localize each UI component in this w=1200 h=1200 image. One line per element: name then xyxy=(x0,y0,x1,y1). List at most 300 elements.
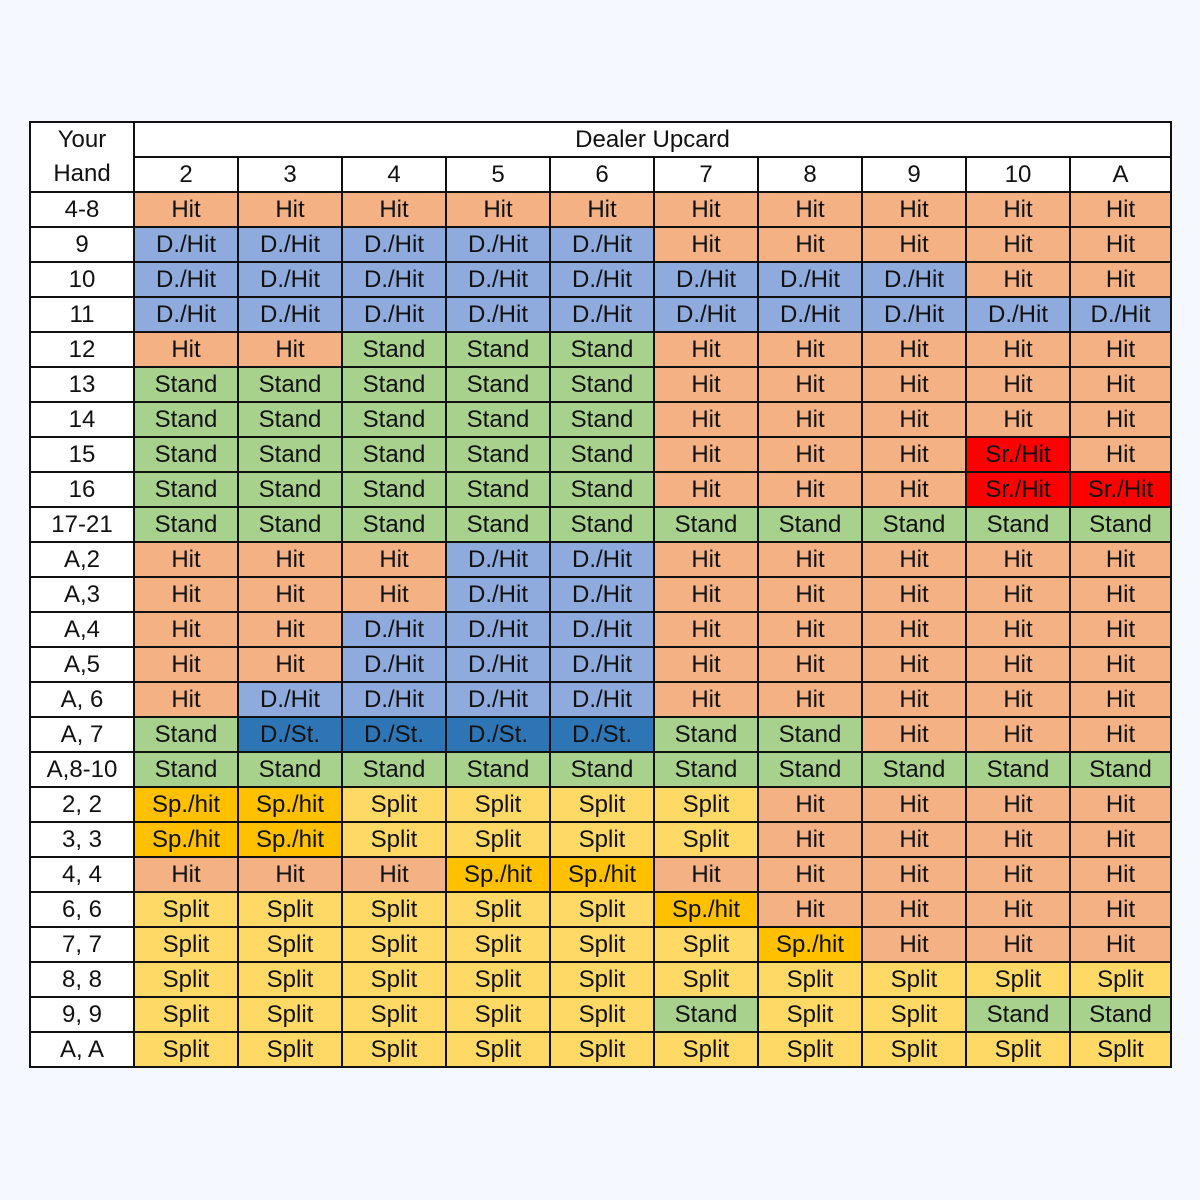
upcard-header: 7 xyxy=(654,157,758,192)
action-cell: Stand xyxy=(966,507,1070,542)
action-cell: Hit xyxy=(862,682,966,717)
action-cell: Hit xyxy=(342,857,446,892)
action-cell: Hit xyxy=(134,857,238,892)
your-hand-header: Your Hand xyxy=(30,122,134,192)
table-row xyxy=(30,577,1171,612)
action-cell: Split xyxy=(1070,1032,1171,1067)
hand-label: 7, 7 xyxy=(30,927,134,962)
action-cell: Hit xyxy=(134,577,238,612)
action-cell: Stand xyxy=(446,472,550,507)
action-cell: Hit xyxy=(758,577,862,612)
table-row xyxy=(30,332,1171,367)
action-cell: Hit xyxy=(966,612,1070,647)
action-cell: Hit xyxy=(238,192,342,227)
action-cell: Stand xyxy=(134,717,238,752)
action-cell: Hit xyxy=(1070,192,1171,227)
action-cell: Hit xyxy=(1070,717,1171,752)
action-cell: D./Hit xyxy=(550,682,654,717)
action-cell: Split xyxy=(550,1032,654,1067)
action-cell: Stand xyxy=(446,507,550,542)
action-cell: D./Hit xyxy=(342,647,446,682)
action-cell: Stand xyxy=(342,752,446,787)
action-cell: Split xyxy=(342,997,446,1032)
action-cell: Stand xyxy=(238,437,342,472)
action-cell: Hit xyxy=(1070,647,1171,682)
action-cell: Split xyxy=(550,997,654,1032)
table-row xyxy=(30,437,1171,472)
action-cell: Split xyxy=(238,1032,342,1067)
hand-label: 6, 6 xyxy=(30,892,134,927)
action-cell: D./St. xyxy=(446,717,550,752)
action-cell: Stand xyxy=(966,752,1070,787)
hand-label: A,3 xyxy=(30,577,134,612)
action-cell: Hit xyxy=(966,542,1070,577)
action-cell: Stand xyxy=(862,752,966,787)
table-row xyxy=(30,752,1171,787)
hand-label: A,2 xyxy=(30,542,134,577)
action-cell: D./Hit xyxy=(654,297,758,332)
action-cell: Hit xyxy=(1070,787,1171,822)
action-cell: Split xyxy=(446,822,550,857)
action-cell: Hit xyxy=(134,192,238,227)
action-cell: Hit xyxy=(862,437,966,472)
action-cell: Split xyxy=(238,892,342,927)
table-row xyxy=(30,822,1171,857)
action-cell: Hit xyxy=(342,577,446,612)
table-row xyxy=(30,1032,1171,1067)
hand-label: A, A xyxy=(30,1032,134,1067)
upcard-header: A xyxy=(1070,157,1171,192)
action-cell: Hit xyxy=(862,367,966,402)
action-cell: Split xyxy=(238,997,342,1032)
upcard-header: 2 xyxy=(134,157,238,192)
action-cell: Hit xyxy=(654,857,758,892)
hand-label: 9, 9 xyxy=(30,997,134,1032)
action-cell: Hit xyxy=(550,192,654,227)
action-cell: Split xyxy=(550,927,654,962)
blackjack-strategy-table xyxy=(29,121,1172,1068)
action-cell: Split xyxy=(966,1032,1070,1067)
action-cell: D./Hit xyxy=(550,297,654,332)
action-cell: Sp./hit xyxy=(654,892,758,927)
action-cell: Hit xyxy=(1070,367,1171,402)
action-cell: Hit xyxy=(342,542,446,577)
action-cell: Stand xyxy=(1070,752,1171,787)
action-cell: Hit xyxy=(862,647,966,682)
action-cell: Stand xyxy=(446,332,550,367)
action-cell: Hit xyxy=(654,367,758,402)
action-cell: Hit xyxy=(966,822,1070,857)
action-cell: Stand xyxy=(550,472,654,507)
action-cell: D./Hit xyxy=(1070,297,1171,332)
action-cell: Split xyxy=(654,1032,758,1067)
action-cell: D./Hit xyxy=(446,227,550,262)
action-cell: Sr./Hit xyxy=(966,472,1070,507)
action-cell: Hit xyxy=(758,647,862,682)
action-cell: Hit xyxy=(966,192,1070,227)
action-cell: Split xyxy=(550,892,654,927)
hand-label: 16 xyxy=(30,472,134,507)
action-cell: Hit xyxy=(966,647,1070,682)
action-cell: D./Hit xyxy=(654,262,758,297)
action-cell: Hit xyxy=(238,332,342,367)
action-cell: D./Hit xyxy=(966,297,1070,332)
action-cell: Hit xyxy=(654,612,758,647)
action-cell: Split xyxy=(550,962,654,997)
action-cell: Stand xyxy=(134,752,238,787)
action-cell: Hit xyxy=(758,332,862,367)
action-cell: Split xyxy=(758,1032,862,1067)
action-cell: Hit xyxy=(966,857,1070,892)
action-cell: Stand xyxy=(550,367,654,402)
action-cell: D./Hit xyxy=(550,612,654,647)
action-cell: Hit xyxy=(1070,437,1171,472)
action-cell: Split xyxy=(862,1032,966,1067)
action-cell: D./Hit xyxy=(446,577,550,612)
action-cell: D./Hit xyxy=(550,227,654,262)
hand-label: 14 xyxy=(30,402,134,437)
action-cell: Stand xyxy=(862,507,966,542)
hand-label: 3, 3 xyxy=(30,822,134,857)
action-cell: D./St. xyxy=(550,717,654,752)
action-cell: D./Hit xyxy=(342,227,446,262)
action-cell: D./St. xyxy=(342,717,446,752)
action-cell: Hit xyxy=(966,717,1070,752)
table-row xyxy=(30,192,1171,227)
action-cell: Split xyxy=(966,962,1070,997)
table-row xyxy=(30,507,1171,542)
action-cell: Hit xyxy=(654,682,758,717)
action-cell: Split xyxy=(1070,962,1171,997)
action-cell: D./Hit xyxy=(758,262,862,297)
action-cell: Hit xyxy=(238,542,342,577)
action-cell: Sr./Hit xyxy=(1070,472,1171,507)
action-cell: Hit xyxy=(966,227,1070,262)
action-cell: Hit xyxy=(862,612,966,647)
action-cell: Stand xyxy=(342,437,446,472)
action-cell: Split xyxy=(238,927,342,962)
action-cell: Split xyxy=(342,822,446,857)
action-cell: D./Hit xyxy=(446,262,550,297)
action-cell: Split xyxy=(446,997,550,1032)
action-cell: Stand xyxy=(238,402,342,437)
hand-label: 10 xyxy=(30,262,134,297)
table-row xyxy=(30,857,1171,892)
action-cell: D./Hit xyxy=(134,227,238,262)
action-cell: Hit xyxy=(1070,682,1171,717)
action-cell: Split xyxy=(446,927,550,962)
dealer-upcard-header: Dealer Upcard xyxy=(134,122,1171,157)
action-cell: Stand xyxy=(550,507,654,542)
action-cell: Split xyxy=(134,927,238,962)
action-cell: Split xyxy=(446,787,550,822)
action-cell: Hit xyxy=(654,647,758,682)
action-cell: Sp./hit xyxy=(550,857,654,892)
action-cell: Hit xyxy=(758,192,862,227)
action-cell: Split xyxy=(446,892,550,927)
action-cell: Hit xyxy=(654,332,758,367)
action-cell: Hit xyxy=(134,612,238,647)
action-cell: Stand xyxy=(342,367,446,402)
action-cell: Stand xyxy=(758,752,862,787)
action-cell: Stand xyxy=(446,437,550,472)
table-row xyxy=(30,297,1171,332)
action-cell: Hit xyxy=(446,192,550,227)
action-cell: Hit xyxy=(758,682,862,717)
action-cell: D./Hit xyxy=(550,577,654,612)
action-cell: Hit xyxy=(758,542,862,577)
action-cell: Hit xyxy=(966,332,1070,367)
action-cell: Hit xyxy=(342,192,446,227)
table-row xyxy=(30,262,1171,297)
action-cell: Stand xyxy=(654,717,758,752)
action-cell: Hit xyxy=(1070,577,1171,612)
action-cell: Split xyxy=(134,997,238,1032)
action-cell: Stand xyxy=(654,507,758,542)
action-cell: D./Hit xyxy=(134,262,238,297)
action-cell: Hit xyxy=(862,857,966,892)
action-cell: Split xyxy=(342,927,446,962)
action-cell: D./Hit xyxy=(238,262,342,297)
action-cell: Stand xyxy=(1070,507,1171,542)
action-cell: Hit xyxy=(862,787,966,822)
hand-label: 4-8 xyxy=(30,192,134,227)
table-row xyxy=(30,402,1171,437)
action-cell: Stand xyxy=(134,507,238,542)
action-cell: Hit xyxy=(966,682,1070,717)
action-cell: D./Hit xyxy=(446,682,550,717)
action-cell: Sr./Hit xyxy=(966,437,1070,472)
action-cell: Hit xyxy=(654,472,758,507)
action-cell: Sp./hit xyxy=(238,822,342,857)
action-cell: Stand xyxy=(342,402,446,437)
action-cell: Hit xyxy=(1070,857,1171,892)
action-cell: Hit xyxy=(862,192,966,227)
action-cell: Hit xyxy=(862,472,966,507)
hand-label: A,4 xyxy=(30,612,134,647)
action-cell: Hit xyxy=(758,892,862,927)
upcard-header: 6 xyxy=(550,157,654,192)
action-cell: Hit xyxy=(1070,332,1171,367)
action-cell: Stand xyxy=(550,402,654,437)
action-cell: Stand xyxy=(654,997,758,1032)
action-cell: Hit xyxy=(238,857,342,892)
upcard-header: 5 xyxy=(446,157,550,192)
action-cell: D./Hit xyxy=(238,682,342,717)
action-cell: Stand xyxy=(238,367,342,402)
action-cell: D./Hit xyxy=(446,612,550,647)
action-cell: Hit xyxy=(862,892,966,927)
action-cell: Hit xyxy=(238,577,342,612)
hand-label: 12 xyxy=(30,332,134,367)
hand-label: A,5 xyxy=(30,647,134,682)
action-cell: Split xyxy=(550,822,654,857)
action-cell: Hit xyxy=(966,892,1070,927)
table-row xyxy=(30,682,1171,717)
action-cell: D./Hit xyxy=(758,297,862,332)
action-cell: Stand xyxy=(134,472,238,507)
hand-label: 4, 4 xyxy=(30,857,134,892)
upcard-header-row xyxy=(30,157,1171,192)
action-cell: Hit xyxy=(862,332,966,367)
action-cell: Sp./hit xyxy=(758,927,862,962)
action-cell: Hit xyxy=(862,402,966,437)
table-row xyxy=(30,927,1171,962)
table-row xyxy=(30,647,1171,682)
action-cell: D./Hit xyxy=(342,612,446,647)
action-cell: Hit xyxy=(1070,262,1171,297)
title-row xyxy=(30,122,1171,157)
table-row xyxy=(30,962,1171,997)
action-cell: Stand xyxy=(134,367,238,402)
action-cell: Stand xyxy=(238,752,342,787)
action-cell: Stand xyxy=(758,717,862,752)
action-cell: Split xyxy=(654,962,758,997)
upcard-header: 8 xyxy=(758,157,862,192)
action-cell: Stand xyxy=(134,437,238,472)
action-cell: Hit xyxy=(966,577,1070,612)
upcard-header: 9 xyxy=(862,157,966,192)
action-cell: Hit xyxy=(134,542,238,577)
action-cell: Stand xyxy=(342,472,446,507)
action-cell: Split xyxy=(758,997,862,1032)
action-cell: Stand xyxy=(446,752,550,787)
table-body xyxy=(30,122,1171,1067)
table-row xyxy=(30,227,1171,262)
action-cell: Split xyxy=(238,962,342,997)
action-cell: Hit xyxy=(1070,227,1171,262)
action-cell: Split xyxy=(342,962,446,997)
action-cell: Sp./hit xyxy=(134,822,238,857)
action-cell: Stand xyxy=(654,752,758,787)
action-cell: Hit xyxy=(966,262,1070,297)
table-row xyxy=(30,997,1171,1032)
action-cell: Hit xyxy=(862,717,966,752)
action-cell: Hit xyxy=(966,402,1070,437)
action-cell: Hit xyxy=(758,857,862,892)
hand-label: 15 xyxy=(30,437,134,472)
action-cell: Hit xyxy=(758,227,862,262)
action-cell: D./Hit xyxy=(862,262,966,297)
action-cell: D./Hit xyxy=(238,227,342,262)
action-cell: Hit xyxy=(862,227,966,262)
action-cell: Stand xyxy=(446,402,550,437)
hand-label: 17-21 xyxy=(30,507,134,542)
action-cell: Hit xyxy=(758,822,862,857)
action-cell: Split xyxy=(134,892,238,927)
action-cell: Stand xyxy=(966,997,1070,1032)
hand-label: A, 6 xyxy=(30,682,134,717)
action-cell: Stand xyxy=(758,507,862,542)
action-cell: Split xyxy=(654,787,758,822)
action-cell: Hit xyxy=(758,472,862,507)
action-cell: D./Hit xyxy=(550,262,654,297)
action-cell: Hit xyxy=(1070,892,1171,927)
action-cell: Split xyxy=(758,962,862,997)
action-cell: Sp./hit xyxy=(134,787,238,822)
action-cell: Stand xyxy=(342,507,446,542)
action-cell: Stand xyxy=(446,367,550,402)
action-cell: Hit xyxy=(862,927,966,962)
upcard-header: 4 xyxy=(342,157,446,192)
table-row xyxy=(30,717,1171,752)
action-cell: Stand xyxy=(550,752,654,787)
action-cell: Stand xyxy=(1070,997,1171,1032)
action-cell: D./Hit xyxy=(446,542,550,577)
action-cell: Sp./hit xyxy=(238,787,342,822)
action-cell: Hit xyxy=(966,367,1070,402)
table-row xyxy=(30,612,1171,647)
action-cell: Stand xyxy=(238,472,342,507)
action-cell: Hit xyxy=(654,542,758,577)
action-cell: Split xyxy=(654,822,758,857)
action-cell: D./Hit xyxy=(238,297,342,332)
action-cell: Hit xyxy=(654,577,758,612)
action-cell: Split xyxy=(134,962,238,997)
action-cell: Hit xyxy=(1070,612,1171,647)
action-cell: Hit xyxy=(966,927,1070,962)
action-cell: D./Hit xyxy=(446,297,550,332)
action-cell: D./Hit xyxy=(342,297,446,332)
hand-label: 9 xyxy=(30,227,134,262)
table-row xyxy=(30,472,1171,507)
action-cell: Stand xyxy=(134,402,238,437)
action-cell: Stand xyxy=(550,332,654,367)
table-row xyxy=(30,892,1171,927)
table-row xyxy=(30,367,1171,402)
action-cell: D./Hit xyxy=(550,542,654,577)
action-cell: Sp./hit xyxy=(446,857,550,892)
hand-label: 13 xyxy=(30,367,134,402)
action-cell: Hit xyxy=(134,332,238,367)
action-cell: Hit xyxy=(862,577,966,612)
action-cell: Split xyxy=(550,787,654,822)
action-cell: Split xyxy=(862,997,966,1032)
action-cell: D./Hit xyxy=(550,647,654,682)
action-cell: Split xyxy=(446,1032,550,1067)
upcard-header: 10 xyxy=(966,157,1070,192)
action-cell: Hit xyxy=(238,612,342,647)
hand-label: 11 xyxy=(30,297,134,332)
action-cell: Hit xyxy=(654,227,758,262)
action-cell: Split xyxy=(862,962,966,997)
action-cell: Hit xyxy=(862,822,966,857)
action-cell: Stand xyxy=(238,507,342,542)
hand-label: 2, 2 xyxy=(30,787,134,822)
action-cell: D./Hit xyxy=(134,297,238,332)
action-cell: Hit xyxy=(1070,822,1171,857)
hand-label: A, 7 xyxy=(30,717,134,752)
table-row xyxy=(30,542,1171,577)
action-cell: Hit xyxy=(862,542,966,577)
action-cell: Split xyxy=(446,962,550,997)
action-cell: Hit xyxy=(758,612,862,647)
action-cell: D./Hit xyxy=(862,297,966,332)
action-cell: Split xyxy=(654,927,758,962)
table-row xyxy=(30,787,1171,822)
action-cell: Hit xyxy=(1070,927,1171,962)
action-cell: D./Hit xyxy=(342,682,446,717)
action-cell: Split xyxy=(134,1032,238,1067)
hand-label: 8, 8 xyxy=(30,962,134,997)
action-cell: Hit xyxy=(758,437,862,472)
action-cell: Hit xyxy=(1070,542,1171,577)
action-cell: Stand xyxy=(550,437,654,472)
action-cell: Hit xyxy=(134,647,238,682)
action-cell: Split xyxy=(342,1032,446,1067)
action-cell: D./Hit xyxy=(446,647,550,682)
action-cell: Hit xyxy=(1070,402,1171,437)
